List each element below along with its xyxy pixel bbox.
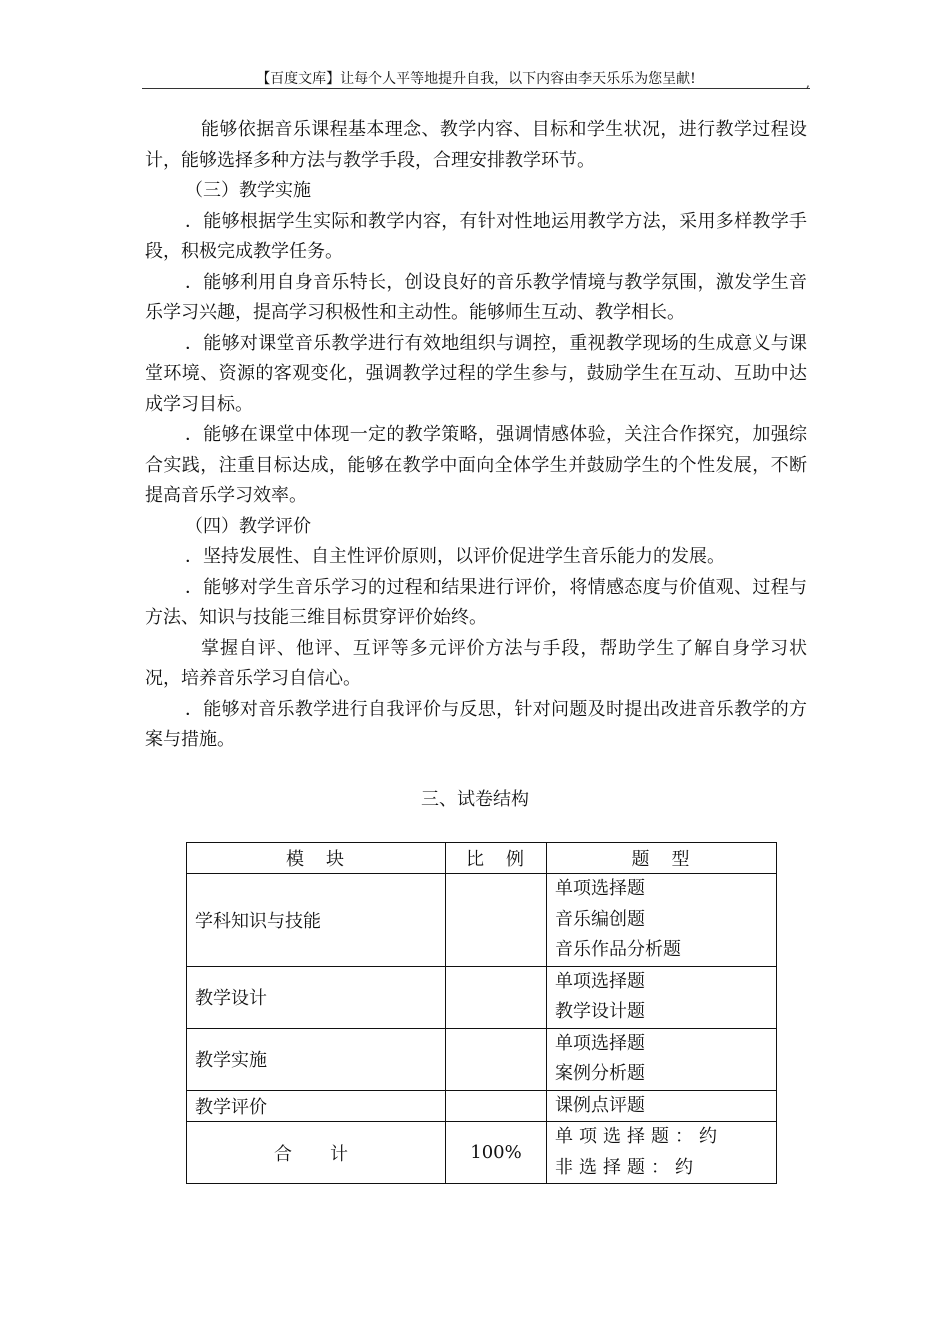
question-type: 音乐编创题 bbox=[555, 908, 645, 930]
ratio-cell bbox=[446, 1028, 547, 1090]
paragraph-evaluation-2: ．能够对学生音乐学习的过程和结果进行评价，将情感态度与价值观、过程与方法、知识与技能三维目标贯穿评价始终。 bbox=[145, 576, 807, 628]
table-row bbox=[187, 874, 777, 967]
question-type: 课例点评题 bbox=[555, 1094, 645, 1116]
header-mark: , bbox=[806, 76, 810, 90]
table-row bbox=[187, 966, 777, 1028]
paragraph-evaluation-3: 掌握自评、他评、互评等多元评价方法与手段，帮助学生了解自身学习状况，培养音乐学习自信心。 bbox=[145, 637, 807, 689]
heading-teaching-implementation: （三）教学实施 bbox=[185, 180, 311, 201]
paragraph-implementation-1: ．能够根据学生实际和教学内容，有针对性地运用教学方法，采用多样教学手段，积极完成教学任务。 bbox=[145, 210, 807, 262]
paragraph-implementation-2: ．能够利用自身音乐特长，创设良好的音乐教学情境与教学氛围，激发学生音乐学习兴趣，提高学习积极性和主动性。能够师生互动、教学相长。 bbox=[145, 271, 807, 323]
module-cell: 教学实施 bbox=[187, 1028, 446, 1090]
header-ratio: 比 例 bbox=[446, 843, 547, 874]
table-row bbox=[187, 1090, 777, 1122]
paragraph-implementation-3: ．能够对课堂音乐教学进行有效地组织与调控，重视教学现场的生成意义与课堂环境、资源的客观变化，强调教学过程的学生参与，鼓励学生在互动、互助中达成学习目标。 bbox=[145, 332, 807, 415]
ratio-cell bbox=[446, 874, 547, 967]
question-type: 教学设计题 bbox=[555, 1001, 645, 1022]
page-header: 【百度文库】让每个人平等地提升自我，以下内容由李天乐乐为您呈献! bbox=[256, 71, 696, 87]
ratio-cell bbox=[446, 1090, 547, 1122]
types-cell bbox=[547, 966, 777, 1028]
total-label: 合 计 bbox=[187, 1122, 446, 1184]
total-types-cell bbox=[547, 1122, 777, 1184]
question-type: 单项选择题 bbox=[555, 970, 645, 992]
heading-teaching-evaluation: （四）教学评价 bbox=[185, 515, 311, 537]
paragraph-design: 能够依据音乐课程基本理念、教学内容、目标和学生状况，进行教学过程设计，能够选择多种方法与教学手段，合理安排教学环节。 bbox=[145, 119, 807, 171]
table-total-row bbox=[187, 1122, 777, 1184]
module-cell: 学科知识与技能 bbox=[187, 874, 446, 967]
question-type: 单项选择题 bbox=[555, 1032, 645, 1054]
question-type: 非选择题：约 bbox=[555, 1156, 699, 1178]
paragraph-evaluation-1: ．坚持发展性、自主性评价原则，以评价促进学生音乐能力的发展。 bbox=[185, 546, 725, 567]
module-cell: 教学评价 bbox=[187, 1090, 446, 1122]
total-ratio: 100% bbox=[446, 1122, 547, 1184]
table-row bbox=[187, 1028, 777, 1090]
header-question-type: 题 型 bbox=[547, 843, 777, 874]
header-divider bbox=[142, 88, 810, 89]
exam-structure-table bbox=[186, 842, 777, 1184]
question-type: 单项选择题 bbox=[555, 878, 645, 899]
types-cell bbox=[547, 1090, 777, 1122]
paragraph-implementation-4: ．能够在课堂中体现一定的教学策略，强调情感体验，关注合作探究，加强综合实践，注重目标达成，能够在教学中面向全体学生并鼓励学生的个性发展，不断提高音乐学习效率。 bbox=[145, 424, 807, 506]
module-cell: 教学设计 bbox=[187, 966, 446, 1028]
table-header-row bbox=[187, 843, 777, 874]
question-type: 音乐作品分析题 bbox=[555, 939, 681, 960]
document-body bbox=[145, 115, 807, 756]
types-cell bbox=[547, 1028, 777, 1090]
section-title: 三、试卷结构 bbox=[421, 789, 529, 810]
question-type: 案例分析题 bbox=[555, 1063, 645, 1084]
question-type: 单项选择题：约 bbox=[555, 1126, 723, 1147]
types-cell bbox=[547, 874, 777, 967]
ratio-cell bbox=[446, 966, 547, 1028]
paragraph-evaluation-4: ．能够对音乐教学进行自我评价与反思，针对问题及时提出改进音乐教学的方案与措施。 bbox=[145, 698, 807, 750]
header-module: 模 块 bbox=[187, 843, 446, 874]
